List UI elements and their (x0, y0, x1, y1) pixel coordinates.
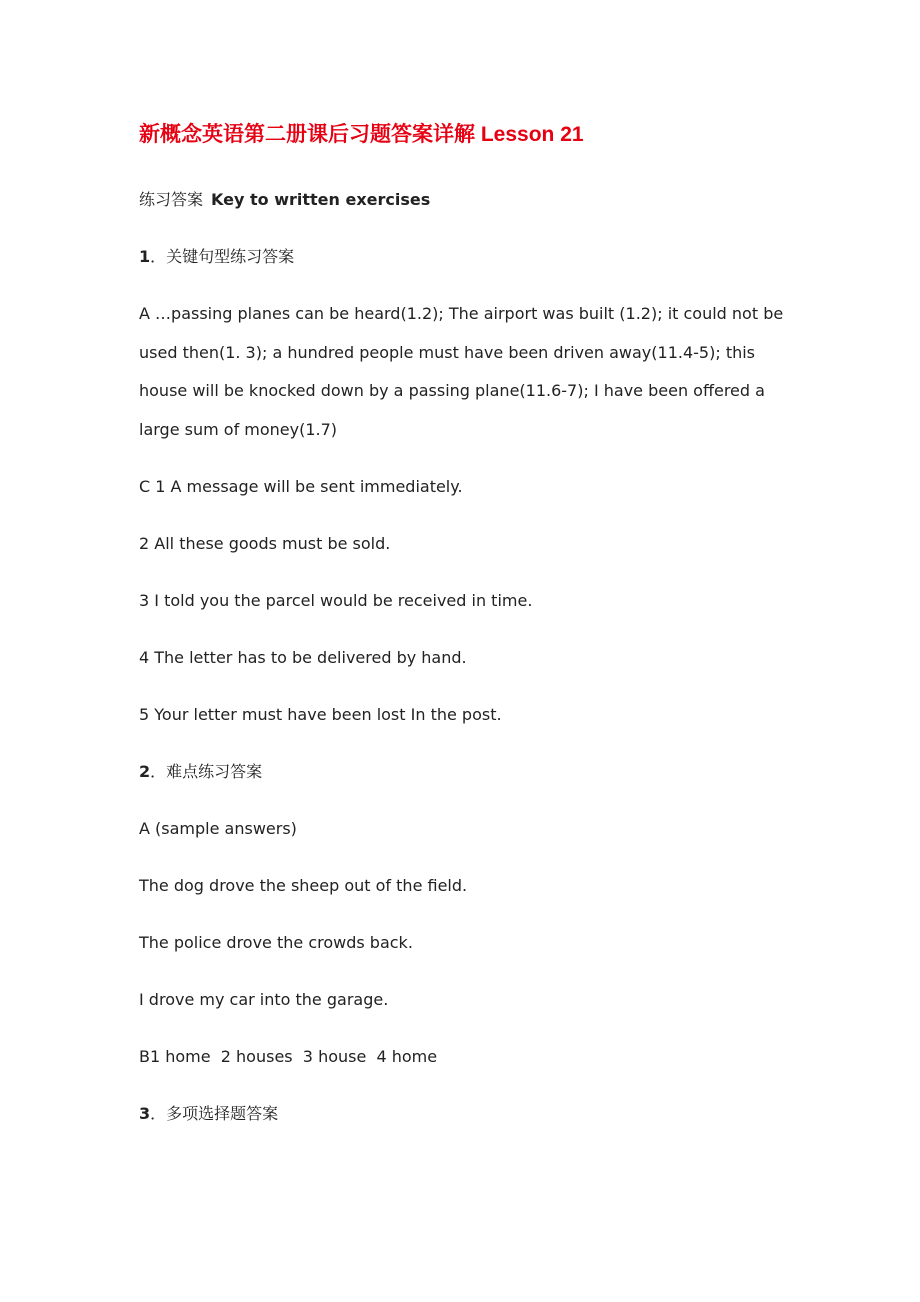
section-heading-2 (139, 753, 791, 792)
answer-paragraph: The dog drove the sheep out of the field. (139, 876, 468, 896)
section-number: 2 (139, 762, 151, 782)
document-page (139, 116, 791, 1152)
section-title: ．多项选择题答案 (150, 1104, 279, 1124)
subtitle-label: 练习答案 (139, 190, 204, 209)
answer-paragraph: 3 I told you the parcel would be received in time. (139, 591, 533, 611)
subtitle (139, 181, 791, 220)
section-title: ．关键句型练习答案 (150, 247, 295, 266)
section-number: 1 (139, 247, 151, 266)
section-number: 3 (139, 1104, 151, 1124)
subtitle-english: Key to written exercises (211, 190, 431, 209)
answer-paragraph: I drove my car into the garage. (139, 990, 389, 1010)
answer-paragraph: A (sample answers) (139, 819, 297, 839)
answer-paragraph: A …passing planes can be heard(1.2); The airport was built (1.2); it could not be used then(1. 3); a hundred people must have been driven away(11.4-5); this house will be knocked down by a passing plane(11.6-7); I have been offered a large sum of money(1.7) (139, 304, 789, 440)
section-title: ．难点练习答案 (150, 762, 263, 782)
answer-paragraph: B1 home 2 houses 3 house 4 home (139, 1047, 438, 1067)
section-heading-3 (139, 1095, 791, 1134)
answer-paragraph: The police drove the crowds back. (139, 933, 413, 953)
answer-paragraph: 2 All these goods must be sold. (139, 534, 391, 554)
answer-paragraph: 4 The letter has to be delivered by hand. (139, 648, 467, 668)
answer-paragraph: C 1 A message will be sent immediately. (139, 477, 463, 497)
document-title: 新概念英语第二册课后习题答案详解 Lesson 21 (139, 123, 584, 146)
answer-paragraph: 5 Your letter must have been lost In the post. (139, 705, 502, 725)
section-heading-1 (139, 238, 791, 277)
